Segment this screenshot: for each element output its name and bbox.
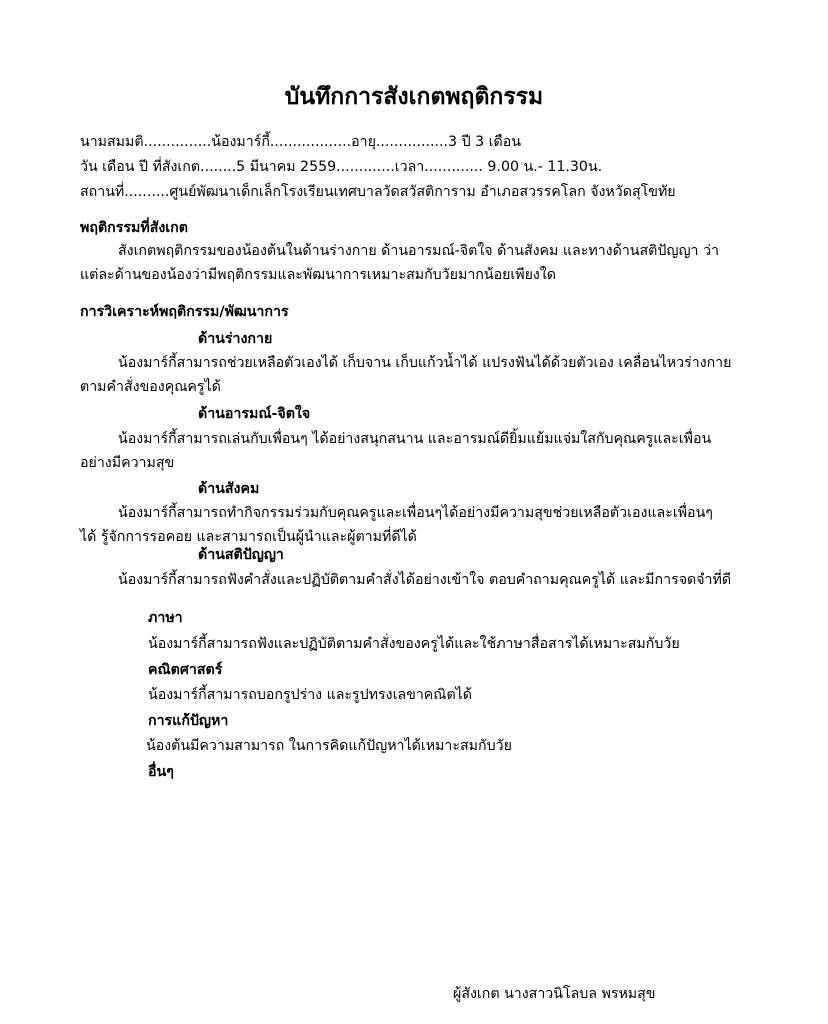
problem-solving-heading: การแก้ปัญหา xyxy=(148,713,229,729)
document-title: บันทึกการสังเกตพฤติกรรม xyxy=(284,84,544,110)
header-line-place: สถานที่..........ศูนย์พัฒนาเด็กเล็กโรงเรียนเทศบาลวัดสวัสติการาม อำเภอสวรรคโลก จังหวัดสุโขทัย xyxy=(80,184,676,200)
language-heading: ภาษา xyxy=(148,610,183,626)
emotional-line-2: อย่างมีความสุข xyxy=(80,455,175,471)
emotional-line-1: น้องมาร์กี้สามารถเล่นกับเพื่อนๆ ได้อย่างสนุกสนาน และอารมณ์ดียิ้มแย้มแจ่มใสกับคุณครูและเพื่อน xyxy=(118,431,712,447)
analysis-heading: การวิเคราะห์พฤติกรรม/พัฒนาการ xyxy=(80,304,289,320)
social-line-2: ได้ รู้จักการรอคอย และสามารถเป็นผู้นำและผู้ตามที่ดีได้ xyxy=(80,529,417,545)
observed-behavior-line-1: สังเกตพฤติกรรมของน้องต้นในด้านร่างกาย ด้านอารมณ์-จิตใจ ด้านสังคม และทางด้านสติปัญญา ว่า xyxy=(118,243,719,259)
emotional-heading: ด้านอารมณ์-จิตใจ xyxy=(198,406,311,422)
physical-line-2: ตามคำสั่งของคุณครูได้ xyxy=(80,379,221,395)
math-line-1: น้องมาร์กี้สามารถบอกรูปร่าง และรูปทรงเลขาคณิตได้ xyxy=(148,687,473,703)
header-line-date: วัน เดือน ปี ที่สังเกต........5 มีนาคม 2559.............เวลา............. 9.00 น.- 11.30น. xyxy=(80,159,603,175)
observed-behavior-heading: พฤติกรรมที่สังเกต xyxy=(80,220,188,236)
physical-heading: ด้านร่างกาย xyxy=(198,331,273,347)
intellectual-line-1: น้องมาร์กี้สามารถฟังคำสั่งและปฏิบัติตามคำสั่งได้อย่างเข้าใจ ตอบคำถามคุณครูได้ และมีการจดจำที่ดี xyxy=(118,572,732,588)
social-heading: ด้านสังคม xyxy=(198,481,260,497)
other-heading: อื่นๆ xyxy=(148,764,174,780)
header-line-name: นามสมมติ...............น้องมาร์กี้..................อายุ................3 ปี 3 เดือน xyxy=(80,134,521,150)
language-line-1: น้องมาร์กี้สามารถฟังและปฏิบัติตามคำสั่งของครูได้และใช้ภาษาสื่อสารได้เหมาะสมกับวัย xyxy=(148,636,680,652)
math-heading: คณิตศาสตร์ xyxy=(148,662,223,678)
physical-line-1: น้องมาร์กี้สามารถช่วยเหลือตัวเองได้ เก็บจาน เก็บแก้วน้ำได้ แปรงฟันได้ด้วยตัวเอง เคลื่อนไหวร่างกาย xyxy=(118,355,732,371)
observer-signature: ผู้สังเกต นางสาวนิโลบล พรหมสุข xyxy=(453,986,656,1002)
intellectual-heading: ด้านสติปัญญา xyxy=(198,547,284,563)
problem-solving-line-1: น้องต้นมีความสามารถ ในการคิดแก้ปัญหาได้เหมาะสมกับวัย xyxy=(146,738,512,754)
observed-behavior-line-2: แต่ละด้านของน้องว่ามีพฤติกรรมและพัฒนาการเหมาะสมกับวัยมากน้อยเพียงใด xyxy=(80,267,556,283)
social-line-1: น้องมาร์กี้สามารถทำกิจกรรมร่วมกับคุณครูและเพื่อนๆได้อย่างมีความสุขช่วยเหลือตัวเองและเพื่อนๆ xyxy=(118,505,713,521)
